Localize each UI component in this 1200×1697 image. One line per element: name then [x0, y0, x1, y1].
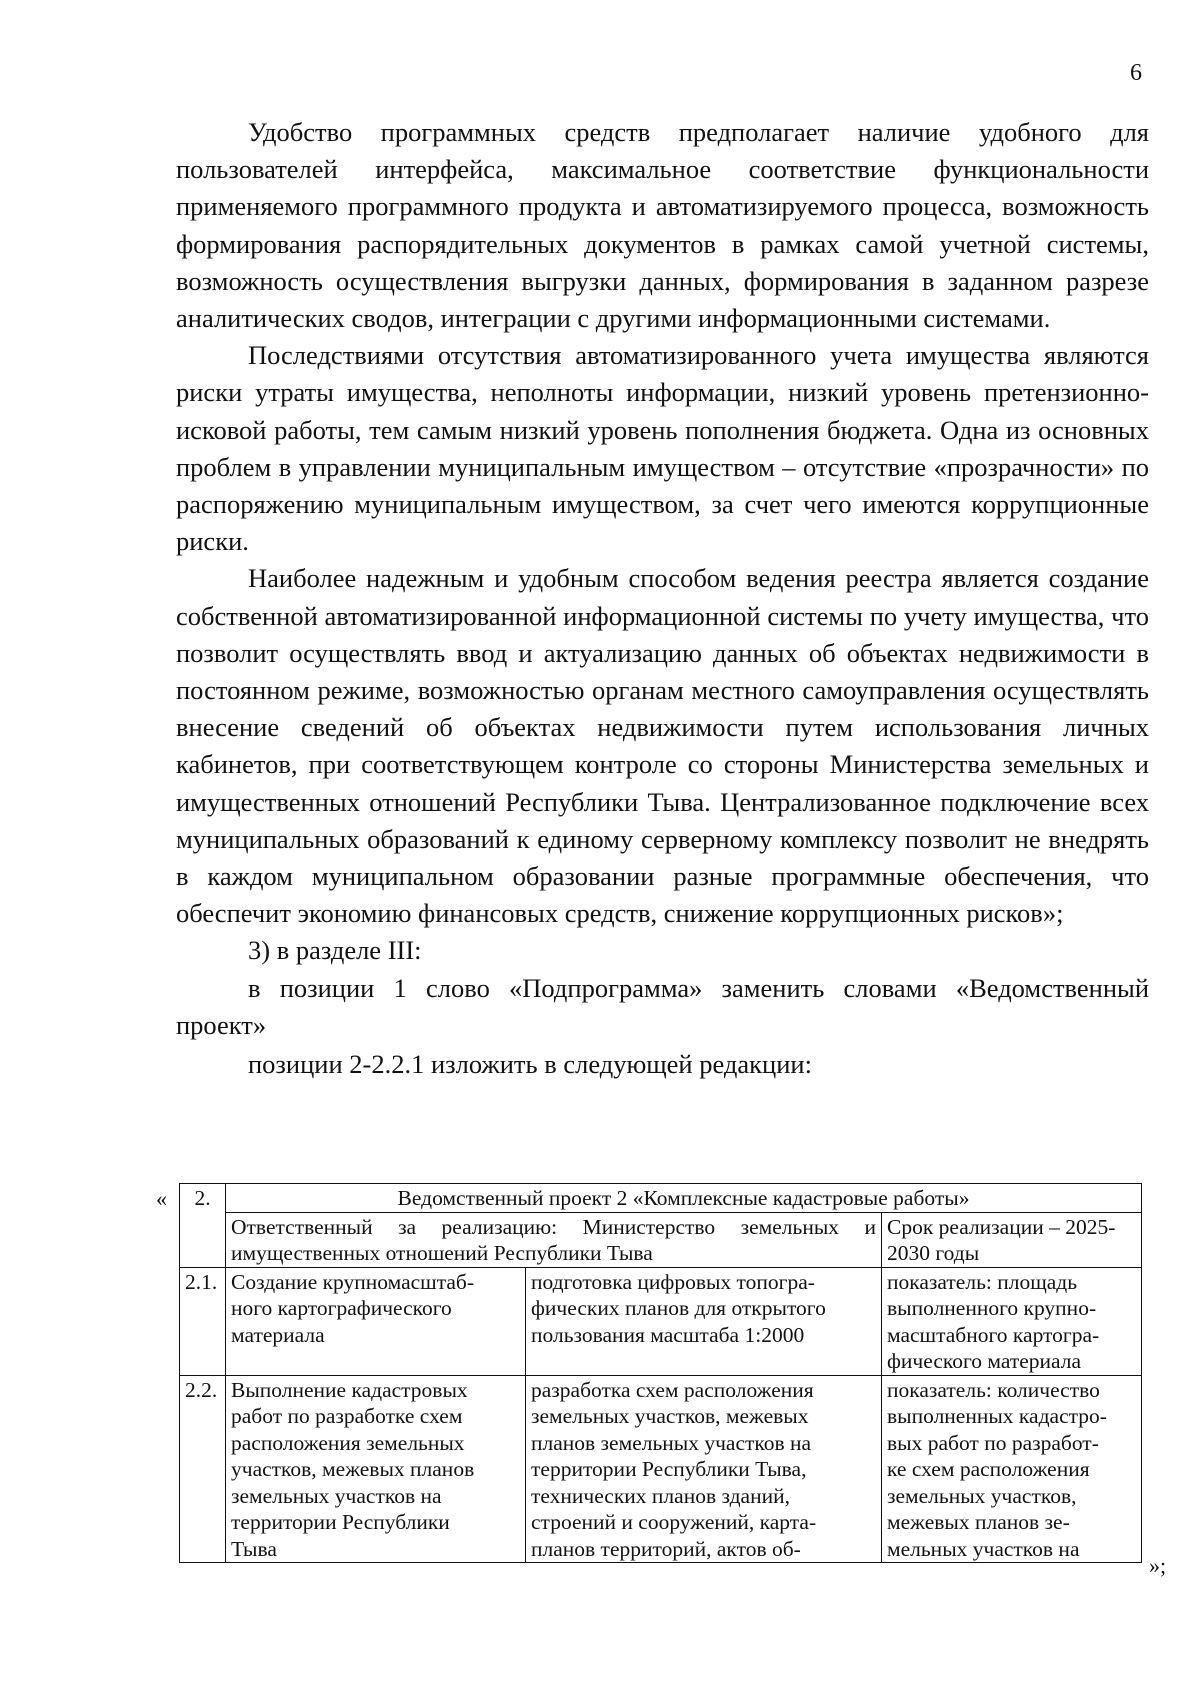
- amendment-position-change: в позиции 1 слово «Подпрограмма» заменить словами «Ведомственный проект»: [176, 972, 1149, 1040]
- task-cell: [226, 1267, 526, 1375]
- task-line: Создание крупномасштаб-: [231, 1269, 475, 1294]
- indicator-cell: [882, 1267, 1142, 1375]
- page-number: 6: [1130, 60, 1142, 86]
- result-cell: [526, 1375, 882, 1563]
- result-line: территории Республики Тыва,: [531, 1457, 807, 1481]
- result-line: разработка схем расположения: [531, 1377, 814, 1402]
- indicator-line: вых работ по разработ-: [887, 1430, 1099, 1455]
- task-line: Тыва: [231, 1536, 277, 1561]
- indicator-line: ке схем расположения: [887, 1457, 1090, 1481]
- result-line: фических планов для открытого: [531, 1296, 826, 1320]
- indicator-line: выполненных кадастро-: [887, 1404, 1107, 1428]
- row-number-cell: 2.: [180, 1184, 226, 1268]
- task-line: расположения земельных: [231, 1430, 465, 1455]
- row-number-cell: 2.2.: [180, 1375, 226, 1563]
- amendment-section: 3) в разделе III:: [248, 935, 422, 966]
- indicator-line: показатель: площадь: [887, 1269, 1078, 1294]
- table-row-2-details: [180, 1212, 1142, 1267]
- result-line: планов земельных участков на: [531, 1430, 812, 1455]
- result-line: подготовка цифровых топогра-: [531, 1269, 815, 1294]
- indicator-line: фического материала: [887, 1349, 1082, 1373]
- opening-quote-mark: «: [156, 1186, 167, 1211]
- task-line: ного картографического: [231, 1296, 452, 1320]
- indicator-line: мельных участков на: [887, 1536, 1080, 1561]
- result-line: пользования масштаба 1:2000: [531, 1322, 805, 1347]
- project-title-cell: Ведомственный проект 2 «Комплексные кадастровые работы»: [226, 1184, 1142, 1213]
- indicator-line: межевых планов зе-: [887, 1510, 1070, 1534]
- result-line: технических планов зданий,: [531, 1483, 790, 1508]
- term-cell: Срок реализации – 2025-2030 годы: [882, 1212, 1142, 1267]
- task-cell: [226, 1375, 526, 1563]
- task-line: Выполнение кадастровых: [231, 1377, 468, 1402]
- indicator-line: выполненного крупно-: [887, 1296, 1097, 1320]
- closing-quote-mark: »;: [1149, 1553, 1167, 1578]
- table-row-2-1: [180, 1267, 1142, 1375]
- amendment-intro: позиции 2-2.2.1 изложить в следующей редакции:: [248, 1049, 812, 1080]
- program-table: [179, 1183, 1142, 1563]
- table-row-2-2: [180, 1375, 1142, 1563]
- task-line: участков, межевых планов: [231, 1457, 475, 1481]
- result-line: планов территорий, актов об-: [531, 1536, 801, 1561]
- indicator-line: масштабного картогра-: [887, 1322, 1100, 1347]
- task-line: земельных участков на: [231, 1483, 442, 1508]
- indicator-line: показатель: количество: [887, 1377, 1100, 1402]
- row-number-cell: 2.1.: [180, 1267, 226, 1375]
- result-line: земельных участков, межевых: [531, 1404, 809, 1428]
- paragraph-registry-method: Наиболее надежным и удобным способом ведения реестра является создание собственной автоматизированной информационной системы по учету имущества, что позволит осуществлять ввод и актуализацию данных об объектах недвижимости в постоянном режиме, возможностью органам местного самоуправления осуществлять внесение сведений об объектах недвижимости путем использования личных кабинетов, при соответствующем контроле со стороны Министерства земельных и имущественных отношений Республики Тыва. Централизованное подключение всех муниципальных образований к единому серверному комплексу позволит не внедрять в каждом муниципальном образовании разные программные обеспечения, что обеспечит экономию финансовых средств, снижение коррупционных рисков»;: [176, 563, 1149, 929]
- result-line: строений и сооружений, карта-: [531, 1510, 817, 1534]
- paragraph-consequences: Последствиями отсутствия автоматизированного учета имущества являются риски утраты имущества, неполноты информации, низкий уровень претензионно-исковой работы, тем самым низкий уровень пополнения бюджета. Одна из основных проблем в управлении муниципальным имуществом – отсутствие «прозрачности» по распоряжению муниципальным имуществом, за счет чего имеются коррупционные риски.: [176, 340, 1149, 557]
- paragraph-software-convenience: Удобство программных средств предполагает наличие удобного для пользователей интерфейса, максимальное соответствие функциональности применяемого программного продукта и автоматизируемого процесса, возможность формирования распорядительных документов в рамках самой учетной системы, возможность осуществления выгрузки данных, формирования в заданном разрезе аналитических сводов, интеграции с другими информационными системами.: [176, 117, 1149, 334]
- indicator-line: земельных участков,: [887, 1483, 1077, 1508]
- table-row-2-header: [180, 1184, 1142, 1213]
- task-line: территории Республики: [231, 1510, 450, 1534]
- task-line: материала: [231, 1322, 325, 1347]
- result-cell: [526, 1267, 882, 1375]
- responsible-cell: Ответственный за реализацию: Министерство земельных и имущественных отношений Республики Тыва: [226, 1212, 882, 1267]
- document-body: [176, 114, 1149, 1083]
- task-line: работ по разработке схем: [231, 1404, 463, 1428]
- indicator-cell: [882, 1375, 1142, 1563]
